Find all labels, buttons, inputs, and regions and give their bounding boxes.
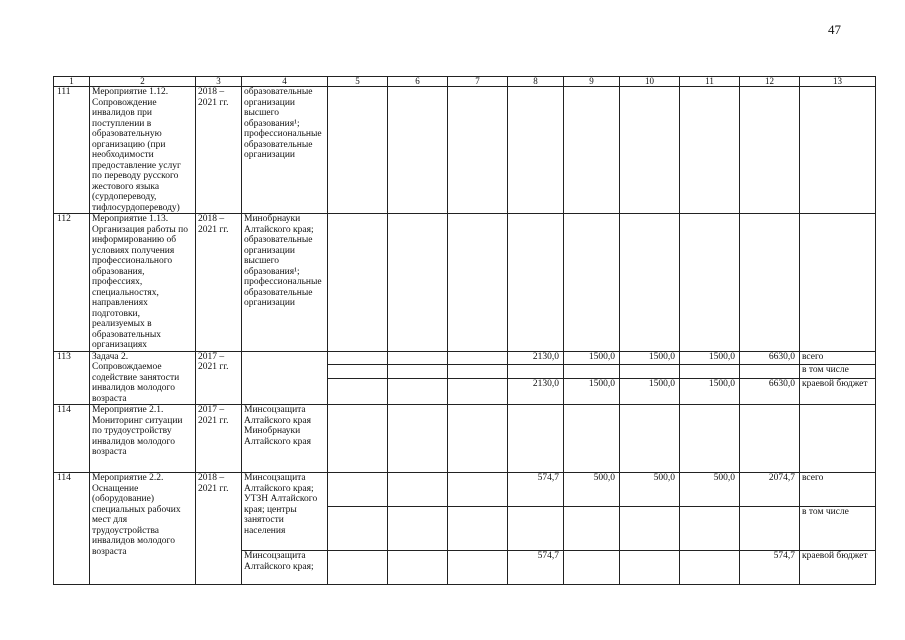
amount-total: 2074,7	[740, 473, 800, 507]
col-header: 3	[196, 77, 242, 87]
col-header: 11	[680, 77, 740, 87]
amount-2017: 574,7	[508, 551, 564, 585]
amount-2017: 2130,0	[508, 378, 564, 404]
period: 2017 – 2021 гг.	[196, 405, 242, 473]
col-header: 6	[388, 77, 448, 87]
col-header: 5	[328, 77, 388, 87]
table-row	[54, 87, 876, 214]
amount-2020	[680, 551, 740, 585]
executor: образовательные организации высшего образования¹; профессиональные образовательные организации	[242, 87, 328, 214]
amount-total: 6630,0	[740, 351, 800, 365]
col-header: 2	[90, 77, 196, 87]
amount-2017: 2130,0	[508, 351, 564, 365]
table-row	[54, 351, 876, 365]
col-header: 4	[242, 77, 328, 87]
amount-2017: 574,7	[508, 473, 564, 507]
period: 2018 – 2021 гг.	[196, 87, 242, 214]
amount-2019: 500,0	[620, 473, 680, 507]
header-row	[54, 77, 876, 87]
funding-source: в том числе	[800, 507, 876, 551]
table-row	[54, 405, 876, 473]
funding-source: всего	[800, 351, 876, 365]
col-header: 13	[800, 77, 876, 87]
amount-2018: 1500,0	[564, 378, 620, 404]
funding-source: краевой бюджет	[800, 551, 876, 585]
col-header: 1	[54, 77, 90, 87]
amount-2018: 1500,0	[564, 351, 620, 365]
table-row	[54, 473, 876, 507]
amount-2020: 1500,0	[680, 378, 740, 404]
row-number: 113	[54, 351, 90, 405]
row-number: 112	[54, 214, 90, 352]
activity-name: Мероприятие 1.13. Организация работы по информированию об условиях получения профессионального образования, профессиях, специальностях, направлениях подготовки, реализуемых в образовательных организациях	[90, 214, 196, 352]
activity-name: Мероприятие 2.2. Оснащение (оборудование) специальных рабочих мест для трудоустройства инвалидов молодого возраста	[90, 473, 196, 585]
amount-2018: 500,0	[564, 473, 620, 507]
amount-2019: 1500,0	[620, 378, 680, 404]
funding-source: всего	[800, 473, 876, 507]
activity-name: Мероприятие 2.1. Мониторинг ситуации по трудоустройству инвалидов молодого возраста	[90, 405, 196, 473]
row-number: 114	[54, 405, 90, 473]
activity-name: Мероприятие 1.12. Сопровождение инвалидов при поступлении в образовательную организацию (при необходимости предоставление услуг по переводу русского жестового языка (сурдопереводу, тифлосурдопереводу)	[90, 87, 196, 214]
program-table	[53, 76, 876, 585]
col-header: 10	[620, 77, 680, 87]
period: 2018 – 2021 гг.	[196, 214, 242, 352]
executor: Минсоцзащита Алтайского края Минобрнауки Алтайского края	[242, 405, 328, 473]
period: 2017 – 2021 гг.	[196, 351, 242, 405]
amount-2019: 1500,0	[620, 351, 680, 365]
amount-2020: 1500,0	[680, 351, 740, 365]
row-number: 114	[54, 473, 90, 585]
amount-2020: 500,0	[680, 473, 740, 507]
col-header: 8	[508, 77, 564, 87]
executor	[242, 351, 328, 405]
executor: Минобрнауки Алтайского края; образовательные организации высшего образования¹; профессиональные образовательные организации	[242, 214, 328, 352]
funding-source: в том числе	[800, 365, 876, 379]
amount-2018	[564, 551, 620, 585]
funding-source: краевой бюджет	[800, 378, 876, 404]
page-number: 47	[828, 22, 841, 37]
period: 2018 – 2021 гг.	[196, 473, 242, 585]
col-header: 7	[448, 77, 508, 87]
col-header: 9	[564, 77, 620, 87]
amount-2019	[620, 551, 680, 585]
col-header: 12	[740, 77, 800, 87]
executor: Минсоцзащита Алтайского края;	[242, 551, 328, 585]
amount-total: 6630,0	[740, 378, 800, 404]
table-row	[54, 214, 876, 352]
executor: Минсоцзащита Алтайского края; УТЗН Алтайского края; центры занятости населения	[242, 473, 328, 551]
activity-name: Задача 2. Сопровождаемое содействие занятости инвалидов молодого возраста	[90, 351, 196, 405]
amount-total: 574,7	[740, 551, 800, 585]
row-number: 111	[54, 87, 90, 214]
